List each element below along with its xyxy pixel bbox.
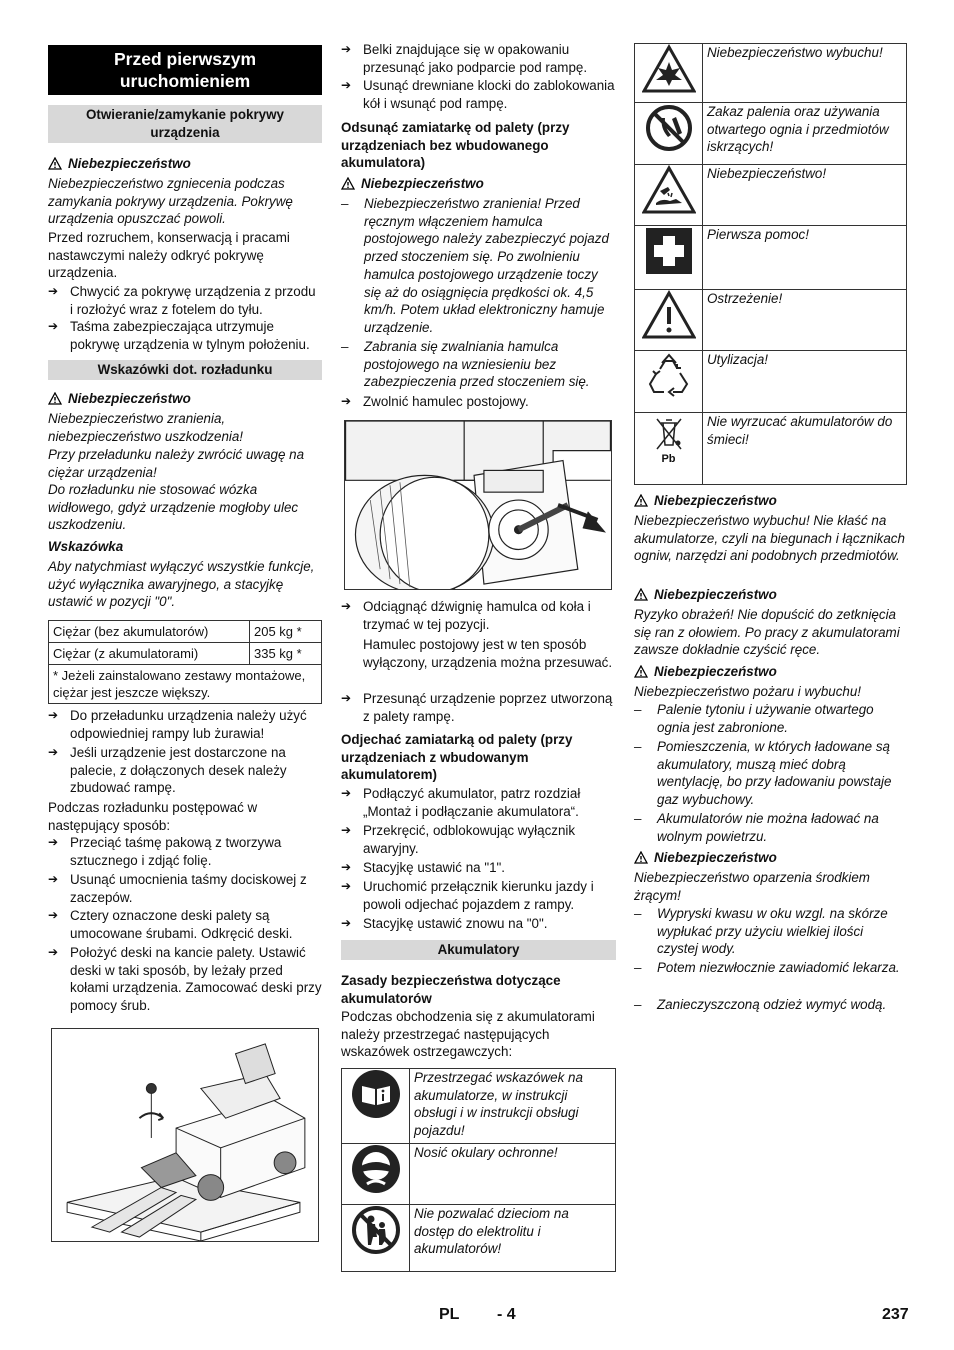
arrow-icon: ➔	[341, 599, 352, 613]
table-row	[635, 44, 907, 103]
footer-language: PL	[439, 1306, 460, 1323]
table-cell: Ciężar (bez akumulatorów)	[49, 621, 250, 643]
step-item: ➔ Uruchomić przełącznik kierunku jazdy i powoli odjechać pojazdem z rampy.	[341, 879, 594, 912]
symbol-text: Niebezpieczeństwo!	[703, 165, 907, 226]
danger-list-item: – Zanieczyszczoną odzież wymyć wodą.	[634, 997, 887, 1012]
danger-label: Niebezpieczeństwo	[634, 586, 907, 604]
arrow-icon: ➔	[341, 879, 352, 893]
section-title-batteries: Akumulatory	[341, 940, 616, 960]
danger-label: Niebezpieczeństwo	[48, 155, 322, 173]
warning-icon	[341, 177, 355, 190]
danger-list-item: – Wypryski kwasu w oku wzgl. na skórze wypłukać przy użyciu wielkiej ilości czystej wody.	[634, 906, 888, 957]
symbol-table	[634, 43, 907, 485]
step-item: ➔ Stacyjkę ustawić znowu na "0".	[341, 916, 548, 931]
arrow-icon: ➔	[341, 860, 352, 874]
table-row	[49, 665, 322, 704]
step-item: ➔ Przekręcić, odblokowując wyłącznik awaryjny.	[341, 823, 576, 856]
step-item: ➔ Jeśli urządzenie jest dostarczone na palecie, z dołączonych desek należy zbudować rampę.	[48, 745, 287, 796]
section-title-unloading: Wskazówki dot. rozładunku	[48, 360, 322, 380]
subheading: Zasady bezpieczeństwa dotyczące akumulatorów	[341, 973, 561, 1006]
arrow-icon: ➔	[341, 916, 352, 930]
sweeper-on-pallet-illustration	[52, 1029, 318, 1241]
arrow-icon: ➔	[341, 78, 352, 92]
footer-local-page: - 4	[497, 1306, 516, 1323]
subheading: Odjechać zamiatarką od palety (przy urządzeniach z wbudowanym akumulatorem)	[341, 732, 573, 783]
step-item: ➔ Odciągnąć dźwignię hamulca od koła i trzymać w tej pozycji.	[341, 599, 591, 632]
symbol-text: Nosić okulary ochronne!	[410, 1144, 616, 1205]
step-item: ➔ Chwycić za pokrywę urządzenia z przodu i rozłożyć wraz z fotelem do tyłu.	[48, 284, 316, 317]
danger-list-item: – Zabrania się zwalniania hamulca postojowego na wzniesieniu bez zabezpieczenia przed stoczeniem się.	[341, 339, 590, 390]
parking-brake-illustration	[345, 421, 611, 589]
explosion-hazard-icon	[642, 44, 696, 94]
step-item: ➔ Przesunąć urządzenie poprzez utworzoną z palety rampę.	[341, 691, 613, 724]
symbol-text: Przestrzegać wskazówek na akumulatorze, w instrukcji obsługi i w instrukcji obsługi pojazdu!	[410, 1069, 616, 1144]
danger-list-item: – Akumulatorów nie można ładować na wolnym powietrzu.	[634, 811, 879, 844]
warning-icon	[634, 665, 648, 678]
step-item: ➔ Usunąć drewniane klocki do zablokowania kół i wsunąć pod rampę.	[341, 78, 615, 111]
danger-text: Przy przeładunku należy zwrócić uwagę na ciężar urządzenia!	[48, 447, 305, 480]
arrow-icon: ➔	[48, 872, 59, 886]
danger-label: Niebezpieczeństwo	[634, 849, 907, 867]
step-item: ➔ Do przeładunku urządzenia należy użyć odpowiedniej rampy lub żurawia!	[48, 708, 307, 741]
danger-text: Niebezpieczeństwo zranienia, niebezpieczeństwo uszkodzenia!	[48, 411, 244, 444]
danger-list-item: – Palenie tytoniu i używanie otwartego ognia jest zabronione.	[634, 702, 874, 735]
table-row	[635, 290, 907, 351]
general-warning-icon	[642, 290, 696, 340]
table-row	[49, 621, 322, 643]
arrow-icon: ➔	[341, 823, 352, 837]
warning-icon	[634, 588, 648, 601]
arrow-icon: ➔	[48, 945, 59, 959]
symbol-table	[341, 1068, 616, 1272]
symbol-text: Pierwsza pomoc!	[703, 226, 907, 290]
step-item: ➔ Przeciąć taśmę pakową z tworzywa sztucznego i zdjąć folię.	[48, 835, 282, 868]
arrow-icon: ➔	[341, 691, 352, 705]
danger-label: Niebezpieczeństwo	[634, 492, 907, 510]
recycling-icon	[644, 351, 694, 401]
danger-list-item: – Potem niezwłocznie zawiadomić lekarza.	[634, 960, 900, 975]
crossed-bin-icon	[649, 413, 689, 453]
paragraph: Hamulec postojowy jest w ten sposób wyłączony, urządzenia można przesuwać.	[363, 637, 613, 670]
warning-icon	[48, 157, 62, 170]
arrow-icon: ➔	[341, 786, 352, 800]
symbol-text: Niebezpieczeństwo wybuchu!	[703, 44, 907, 103]
figure-unloading-ramp	[51, 1028, 319, 1242]
paragraph: Przed rozruchem, konserwacją i pracami nastawczymi należy odkryć pokrywę urządzenia.	[48, 230, 290, 281]
danger-text: Do rozładunku nie stosować wózka widłowego, gdyż urządzenie mogłoby ulec uszkodzeniu.	[48, 482, 299, 533]
symbol-text: Ostrzeżenie!	[703, 290, 907, 351]
paragraph: Podczas rozładunku postępować w następujący sposób:	[48, 800, 258, 833]
keep-children-away-icon	[351, 1205, 401, 1255]
main-title: Przed pierwszym uruchomieniem	[48, 45, 322, 95]
step-item: ➔ Cztery oznaczone deski palety są umocowane śrubami. Odkręcić deski.	[48, 908, 293, 941]
table-footnote: * Jeżeli zainstalowano zestawy montażowe, ciężar jest jeszcze większy.	[49, 665, 322, 704]
arrow-icon: ➔	[341, 42, 352, 56]
corrosive-hazard-icon	[642, 165, 696, 215]
arrow-icon: ➔	[48, 708, 59, 722]
symbol-text: Utylizacja!	[703, 351, 907, 413]
step-item: ➔ Usunąć umocnienia taśmy dociskowej z zaczepów.	[48, 872, 307, 905]
table-row	[635, 103, 907, 165]
danger-label: Niebezpieczeństwo	[48, 390, 322, 408]
danger-list-item: – Niebezpieczeństwo zranienia! Przed ręcznym włączeniem hamulca postojowego należy zabezpieczyć pojazd przed stoczeniem się. Po zwolnieniu hamulca postojowego urządzenie toczy się aż do osiągnięcia prędkości ok. 4,5 km/h. Potem układ elektroniczny hamuje urządzenie.	[341, 196, 609, 335]
table-row	[342, 1144, 616, 1205]
paragraph: Podczas obchodzenia się z akumulatorami należy przestrzegać następujących wskazówek ostrzegawczych:	[341, 1009, 595, 1060]
step-item: ➔ Zwolnić hamulec postojowy.	[341, 394, 529, 409]
warning-icon	[48, 392, 62, 405]
danger-list-item: – Pomieszczenia, w których ładowane są akumulatory, muszą mieć dobrą wentylację, bo przy ładowaniu powstaje gaz wybuchowy.	[634, 739, 892, 808]
step-item: ➔ Stacyjkę ustawić na "1".	[341, 860, 505, 875]
danger-text: Niebezpieczeństwo pożaru i wybuchu!	[634, 684, 862, 699]
warning-icon	[634, 851, 648, 864]
symbol-text: Nie pozwalać dzieciom na dostęp do elektrolitu i akumulatorów!	[410, 1205, 616, 1272]
arrow-icon: ➔	[48, 745, 59, 759]
step-item: ➔ Taśma zabezpieczająca utrzymuje pokrywę urządzenia w tylnym położeniu.	[48, 319, 310, 352]
arrow-icon: ➔	[341, 394, 352, 408]
pb-label: Pb	[661, 453, 676, 465]
danger-text: Niebezpieczeństwo zgniecenia podczas zamykania pokrywy urządzenia. Pokrywę urządzenia opuszczać powoli.	[48, 176, 293, 227]
weight-table	[48, 620, 322, 704]
footer-page-number: 237	[882, 1306, 909, 1323]
step-item: ➔ Belki znajdujące się w opakowaniu przesunąć jako podparcie pod rampę.	[341, 42, 588, 75]
step-item: ➔ Podłączyć akumulator, patrz rozdział „Montaż i podłączanie akumulatora“.	[341, 786, 581, 819]
subheading: Odsunąć zamiatarkę od palety (przy urządzeniach bez wbudowanego akumulatora)	[341, 120, 570, 171]
table-cell: Ciężar (z akumulatorami)	[49, 643, 250, 665]
warning-icon	[634, 494, 648, 507]
manual-icon	[351, 1069, 401, 1119]
symbol-text: Nie wyrzucać akumulatorów do śmieci!	[703, 413, 907, 485]
note-label: Wskazówka	[48, 539, 124, 554]
figure-parking-brake	[344, 420, 612, 590]
arrow-icon: ➔	[48, 908, 59, 922]
danger-label: Niebezpieczeństwo	[341, 175, 616, 193]
first-aid-icon	[644, 226, 694, 276]
danger-label: Niebezpieczeństwo	[634, 663, 907, 681]
arrow-icon: ➔	[48, 835, 59, 849]
arrow-icon: ➔	[48, 284, 59, 298]
table-row	[635, 413, 907, 485]
table-row	[342, 1205, 616, 1272]
step-item: ➔ Położyć deski na kancie palety. Ustawić deski w taki sposób, by leżały przed kołami urządzenia. Zamocować deski przy pomocy śrub.	[48, 945, 322, 1014]
danger-text: Niebezpieczeństwo wybuchu! Nie kłaść na akumulatorze, czyli na biegunach i łącznikach ogniw, narzędzi ani podobnych przedmiotów.	[634, 513, 905, 564]
safety-goggles-icon	[351, 1144, 401, 1194]
table-row	[49, 643, 322, 665]
symbol-text: Zakaz palenia oraz używania otwartego ognia i przedmiotów iskrzących!	[703, 103, 907, 165]
table-cell: 335 kg *	[250, 643, 322, 665]
no-smoking-icon	[644, 103, 694, 153]
danger-text: Niebezpieczeństwo oparzenia środkiem żrącym!	[634, 870, 870, 903]
table-row	[635, 165, 907, 226]
table-cell: 205 kg *	[250, 621, 322, 643]
danger-text: Ryzyko obrażeń! Nie dopuścić do zetknięcia się ran z ołowiem. Po pracy z akumulatorami zawsze dokładnie czyścić ręce.	[634, 607, 900, 658]
section-title-cover: Otwieranie/zamykanie pokrywy urządzenia	[48, 105, 322, 143]
arrow-icon: ➔	[48, 319, 59, 333]
table-row	[635, 226, 907, 290]
table-row	[635, 351, 907, 413]
note-text: Aby natychmiast wyłączyć wszystkie funkcje, użyć wyłącznika awaryjnego, a stacyjkę ustawić w pozycji "0".	[48, 559, 315, 610]
table-row	[342, 1069, 616, 1144]
